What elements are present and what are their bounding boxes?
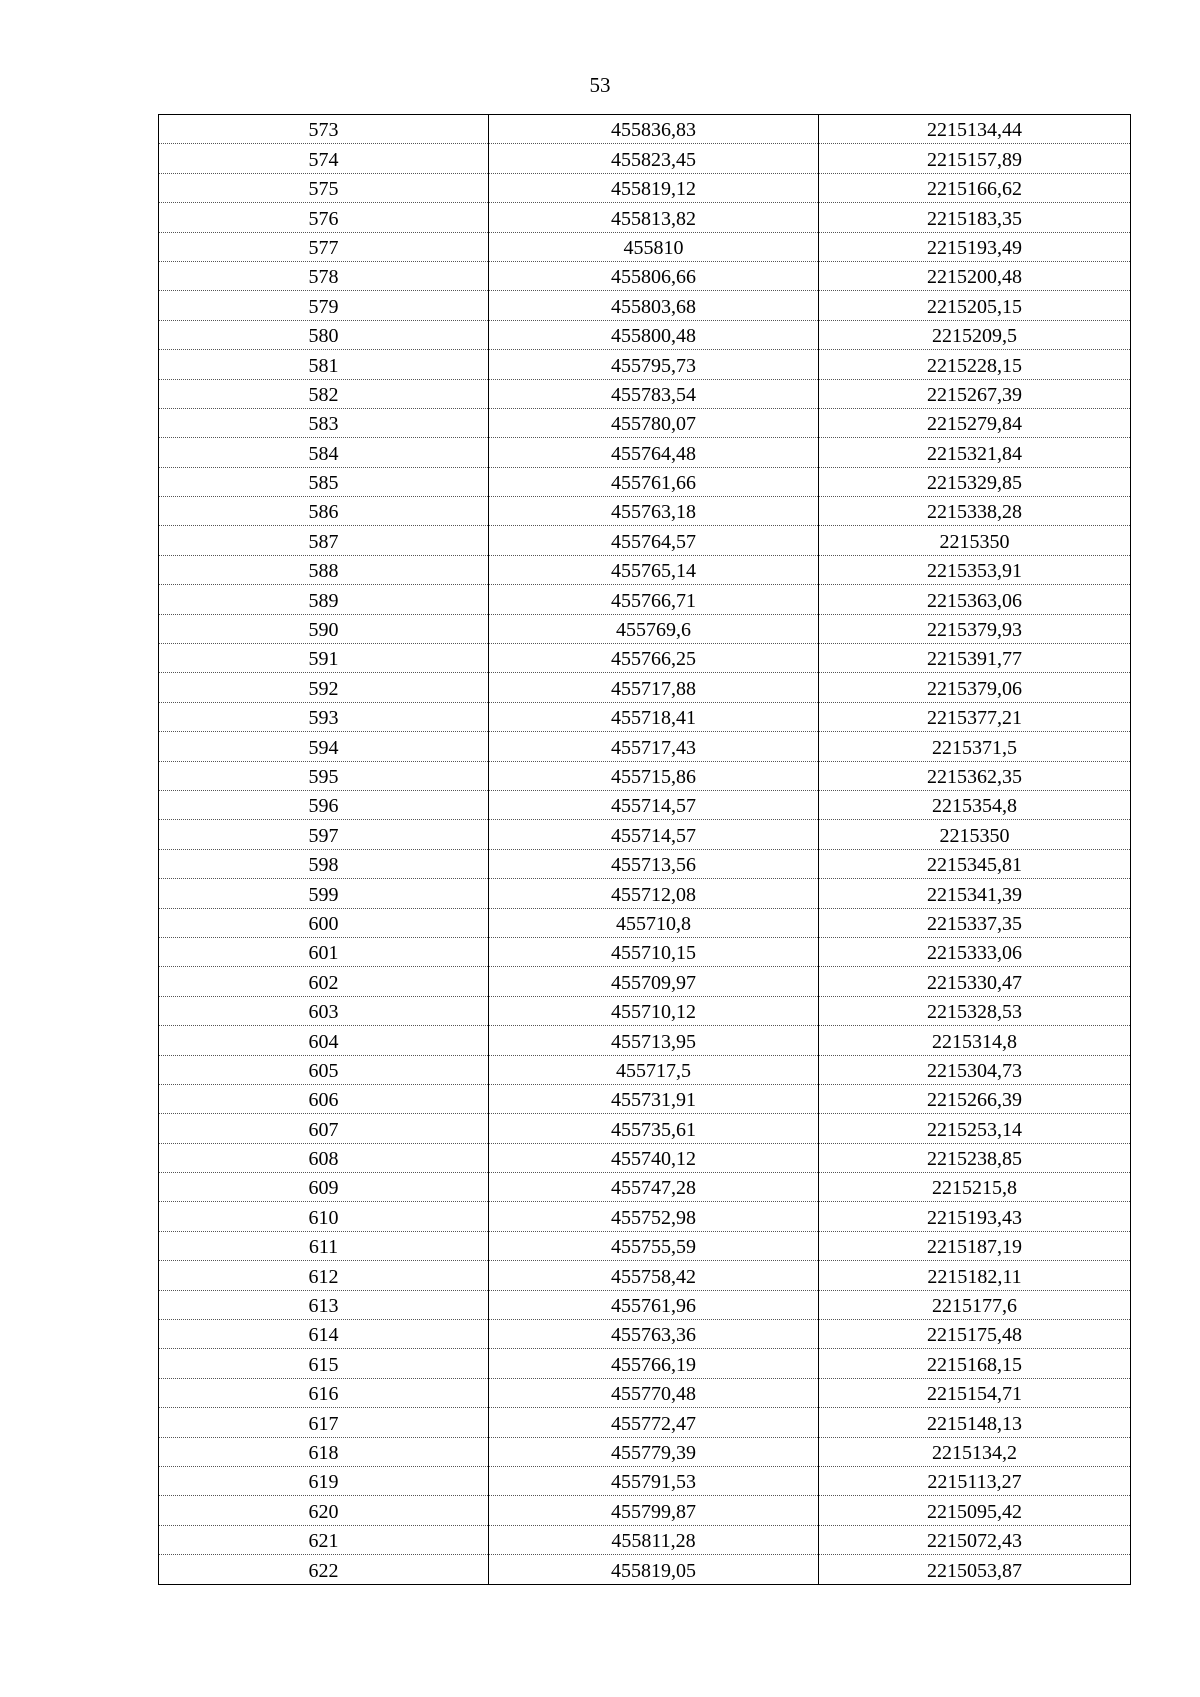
x-coordinate-cell: 455819,05 — [489, 1555, 819, 1584]
y-coordinate-cell: 2215072,43 — [819, 1525, 1131, 1554]
x-coordinate-cell: 455800,48 — [489, 320, 819, 349]
x-coordinate-cell: 455755,59 — [489, 1231, 819, 1260]
x-coordinate-cell: 455710,12 — [489, 996, 819, 1025]
y-coordinate-cell: 2215238,85 — [819, 1143, 1131, 1172]
x-coordinate-cell: 455717,5 — [489, 1055, 819, 1084]
point-number-cell: 597 — [159, 820, 489, 849]
table-row — [159, 379, 1131, 408]
point-number-cell: 579 — [159, 291, 489, 320]
table-row — [159, 644, 1131, 673]
x-coordinate-cell: 455770,48 — [489, 1378, 819, 1407]
x-coordinate-cell: 455795,73 — [489, 350, 819, 379]
y-coordinate-cell: 2215354,8 — [819, 790, 1131, 819]
y-coordinate-cell: 2215182,11 — [819, 1261, 1131, 1290]
x-coordinate-cell: 455717,88 — [489, 673, 819, 702]
x-coordinate-cell: 455765,14 — [489, 555, 819, 584]
y-coordinate-cell: 2215177,6 — [819, 1290, 1131, 1319]
point-number-cell: 583 — [159, 408, 489, 437]
x-coordinate-cell: 455764,48 — [489, 438, 819, 467]
table-row — [159, 115, 1131, 144]
coordinates-table — [158, 114, 1131, 1585]
y-coordinate-cell: 2215215,8 — [819, 1173, 1131, 1202]
table-row — [159, 438, 1131, 467]
point-number-cell: 588 — [159, 555, 489, 584]
x-coordinate-cell: 455713,95 — [489, 1026, 819, 1055]
point-number-cell: 608 — [159, 1143, 489, 1172]
point-number-cell: 605 — [159, 1055, 489, 1084]
table-row — [159, 232, 1131, 261]
table-row — [159, 1349, 1131, 1378]
y-coordinate-cell: 2215266,39 — [819, 1084, 1131, 1113]
table-row — [159, 467, 1131, 496]
point-number-cell: 609 — [159, 1173, 489, 1202]
y-coordinate-cell: 2215304,73 — [819, 1055, 1131, 1084]
x-coordinate-cell: 455731,91 — [489, 1084, 819, 1113]
table-row — [159, 261, 1131, 290]
y-coordinate-cell: 2215168,15 — [819, 1349, 1131, 1378]
x-coordinate-cell: 455718,41 — [489, 702, 819, 731]
y-coordinate-cell: 2215113,27 — [819, 1466, 1131, 1495]
table-row — [159, 320, 1131, 349]
table-row — [159, 1231, 1131, 1260]
x-coordinate-cell: 455783,54 — [489, 379, 819, 408]
table-row — [159, 1173, 1131, 1202]
table-row — [159, 908, 1131, 937]
point-number-cell: 582 — [159, 379, 489, 408]
point-number-cell: 606 — [159, 1084, 489, 1113]
table-row — [159, 790, 1131, 819]
table-row — [159, 497, 1131, 526]
point-number-cell: 611 — [159, 1231, 489, 1260]
y-coordinate-cell: 2215321,84 — [819, 438, 1131, 467]
y-coordinate-cell: 2215362,35 — [819, 761, 1131, 790]
x-coordinate-cell: 455811,28 — [489, 1525, 819, 1554]
y-coordinate-cell: 2215175,48 — [819, 1320, 1131, 1349]
y-coordinate-cell: 2215350 — [819, 820, 1131, 849]
table-row — [159, 1143, 1131, 1172]
point-number-cell: 584 — [159, 438, 489, 467]
x-coordinate-cell: 455747,28 — [489, 1173, 819, 1202]
point-number-cell: 619 — [159, 1466, 489, 1495]
x-coordinate-cell: 455758,42 — [489, 1261, 819, 1290]
table-row — [159, 291, 1131, 320]
y-coordinate-cell: 2215377,21 — [819, 702, 1131, 731]
table-row — [159, 203, 1131, 232]
x-coordinate-cell: 455761,96 — [489, 1290, 819, 1319]
coordinates-table-body — [159, 115, 1131, 1585]
x-coordinate-cell: 455823,45 — [489, 144, 819, 173]
y-coordinate-cell: 2215371,5 — [819, 732, 1131, 761]
point-number-cell: 580 — [159, 320, 489, 349]
table-row — [159, 820, 1131, 849]
x-coordinate-cell: 455714,57 — [489, 820, 819, 849]
y-coordinate-cell: 2215267,39 — [819, 379, 1131, 408]
x-coordinate-cell: 455752,98 — [489, 1202, 819, 1231]
point-number-cell: 586 — [159, 497, 489, 526]
x-coordinate-cell: 455766,19 — [489, 1349, 819, 1378]
y-coordinate-cell: 2215333,06 — [819, 937, 1131, 966]
y-coordinate-cell: 2215193,43 — [819, 1202, 1131, 1231]
point-number-cell: 617 — [159, 1408, 489, 1437]
x-coordinate-cell: 455715,86 — [489, 761, 819, 790]
point-number-cell: 612 — [159, 1261, 489, 1290]
table-row — [159, 614, 1131, 643]
x-coordinate-cell: 455710,8 — [489, 908, 819, 937]
page-number: 53 — [589, 73, 611, 97]
y-coordinate-cell: 2215228,15 — [819, 350, 1131, 379]
x-coordinate-cell: 455717,43 — [489, 732, 819, 761]
point-number-cell: 589 — [159, 585, 489, 614]
table-row — [159, 702, 1131, 731]
x-coordinate-cell: 455761,66 — [489, 467, 819, 496]
x-coordinate-cell: 455799,87 — [489, 1496, 819, 1525]
table-row — [159, 761, 1131, 790]
point-number-cell: 600 — [159, 908, 489, 937]
x-coordinate-cell: 455836,83 — [489, 115, 819, 144]
y-coordinate-cell: 2215338,28 — [819, 497, 1131, 526]
y-coordinate-cell: 2215134,44 — [819, 115, 1131, 144]
point-number-cell: 594 — [159, 732, 489, 761]
y-coordinate-cell: 2215279,84 — [819, 408, 1131, 437]
y-coordinate-cell: 2215157,89 — [819, 144, 1131, 173]
table-row — [159, 1290, 1131, 1319]
point-number-cell: 610 — [159, 1202, 489, 1231]
y-coordinate-cell: 2215379,06 — [819, 673, 1131, 702]
point-number-cell: 581 — [159, 350, 489, 379]
point-number-cell: 614 — [159, 1320, 489, 1349]
point-number-cell: 573 — [159, 115, 489, 144]
y-coordinate-cell: 2215330,47 — [819, 967, 1131, 996]
y-coordinate-cell: 2215183,35 — [819, 203, 1131, 232]
table-row — [159, 144, 1131, 173]
table-row — [159, 996, 1131, 1025]
point-number-cell: 621 — [159, 1525, 489, 1554]
table-row — [159, 1466, 1131, 1495]
y-coordinate-cell: 2215148,13 — [819, 1408, 1131, 1437]
table-row — [159, 879, 1131, 908]
table-row — [159, 350, 1131, 379]
point-number-cell: 613 — [159, 1290, 489, 1319]
y-coordinate-cell: 2215329,85 — [819, 467, 1131, 496]
x-coordinate-cell: 455810 — [489, 232, 819, 261]
point-number-cell: 615 — [159, 1349, 489, 1378]
x-coordinate-cell: 455813,82 — [489, 203, 819, 232]
table-row — [159, 585, 1131, 614]
table-row — [159, 1437, 1131, 1466]
point-number-cell: 592 — [159, 673, 489, 702]
x-coordinate-cell: 455806,66 — [489, 261, 819, 290]
point-number-cell: 598 — [159, 849, 489, 878]
point-number-cell: 603 — [159, 996, 489, 1025]
y-coordinate-cell: 2215205,15 — [819, 291, 1131, 320]
x-coordinate-cell: 455714,57 — [489, 790, 819, 819]
x-coordinate-cell: 455791,53 — [489, 1466, 819, 1495]
point-number-cell: 574 — [159, 144, 489, 173]
point-number-cell: 616 — [159, 1378, 489, 1407]
y-coordinate-cell: 2215314,8 — [819, 1026, 1131, 1055]
table-row — [159, 1525, 1131, 1554]
point-number-cell: 618 — [159, 1437, 489, 1466]
point-number-cell: 620 — [159, 1496, 489, 1525]
point-number-cell: 593 — [159, 702, 489, 731]
table-row — [159, 526, 1131, 555]
x-coordinate-cell: 455740,12 — [489, 1143, 819, 1172]
y-coordinate-cell: 2215341,39 — [819, 879, 1131, 908]
y-coordinate-cell: 2215193,49 — [819, 232, 1131, 261]
x-coordinate-cell: 455709,97 — [489, 967, 819, 996]
x-coordinate-cell: 455764,57 — [489, 526, 819, 555]
point-number-cell: 587 — [159, 526, 489, 555]
point-number-cell: 599 — [159, 879, 489, 908]
point-number-cell: 607 — [159, 1114, 489, 1143]
y-coordinate-cell: 2215350 — [819, 526, 1131, 555]
y-coordinate-cell: 2215363,06 — [819, 585, 1131, 614]
y-coordinate-cell: 2215053,87 — [819, 1555, 1131, 1584]
table-row — [159, 1555, 1131, 1584]
point-number-cell: 595 — [159, 761, 489, 790]
point-number-cell: 575 — [159, 173, 489, 202]
y-coordinate-cell: 2215253,14 — [819, 1114, 1131, 1143]
y-coordinate-cell: 2215134,2 — [819, 1437, 1131, 1466]
table-row — [159, 173, 1131, 202]
y-coordinate-cell: 2215209,5 — [819, 320, 1131, 349]
table-row — [159, 1408, 1131, 1437]
table-row — [159, 1026, 1131, 1055]
table-row — [159, 732, 1131, 761]
table-row — [159, 849, 1131, 878]
table-row — [159, 1114, 1131, 1143]
point-number-cell: 578 — [159, 261, 489, 290]
x-coordinate-cell: 455780,07 — [489, 408, 819, 437]
point-number-cell: 601 — [159, 937, 489, 966]
x-coordinate-cell: 455766,25 — [489, 644, 819, 673]
x-coordinate-cell: 455769,6 — [489, 614, 819, 643]
y-coordinate-cell: 2215345,81 — [819, 849, 1131, 878]
table-row — [159, 673, 1131, 702]
point-number-cell: 577 — [159, 232, 489, 261]
x-coordinate-cell: 455819,12 — [489, 173, 819, 202]
x-coordinate-cell: 455803,68 — [489, 291, 819, 320]
y-coordinate-cell: 2215328,53 — [819, 996, 1131, 1025]
table-row — [159, 1202, 1131, 1231]
x-coordinate-cell: 455766,71 — [489, 585, 819, 614]
x-coordinate-cell: 455763,36 — [489, 1320, 819, 1349]
table-row — [159, 1496, 1131, 1525]
y-coordinate-cell: 2215391,77 — [819, 644, 1131, 673]
table-row — [159, 555, 1131, 584]
table-row — [159, 408, 1131, 437]
y-coordinate-cell: 2215337,35 — [819, 908, 1131, 937]
x-coordinate-cell: 455710,15 — [489, 937, 819, 966]
point-number-cell: 622 — [159, 1555, 489, 1584]
y-coordinate-cell: 2215095,42 — [819, 1496, 1131, 1525]
table-row — [159, 1378, 1131, 1407]
x-coordinate-cell: 455735,61 — [489, 1114, 819, 1143]
table-row — [159, 1261, 1131, 1290]
table-row — [159, 967, 1131, 996]
x-coordinate-cell: 455713,56 — [489, 849, 819, 878]
table-row — [159, 1055, 1131, 1084]
y-coordinate-cell: 2215353,91 — [819, 555, 1131, 584]
x-coordinate-cell: 455772,47 — [489, 1408, 819, 1437]
table-row — [159, 1320, 1131, 1349]
point-number-cell: 585 — [159, 467, 489, 496]
table-row — [159, 937, 1131, 966]
point-number-cell: 596 — [159, 790, 489, 819]
x-coordinate-cell: 455779,39 — [489, 1437, 819, 1466]
y-coordinate-cell: 2215166,62 — [819, 173, 1131, 202]
x-coordinate-cell: 455712,08 — [489, 879, 819, 908]
table-row — [159, 1084, 1131, 1113]
point-number-cell: 590 — [159, 614, 489, 643]
y-coordinate-cell: 2215187,19 — [819, 1231, 1131, 1260]
point-number-cell: 576 — [159, 203, 489, 232]
y-coordinate-cell: 2215200,48 — [819, 261, 1131, 290]
point-number-cell: 591 — [159, 644, 489, 673]
point-number-cell: 604 — [159, 1026, 489, 1055]
y-coordinate-cell: 2215154,71 — [819, 1378, 1131, 1407]
x-coordinate-cell: 455763,18 — [489, 497, 819, 526]
y-coordinate-cell: 2215379,93 — [819, 614, 1131, 643]
point-number-cell: 602 — [159, 967, 489, 996]
